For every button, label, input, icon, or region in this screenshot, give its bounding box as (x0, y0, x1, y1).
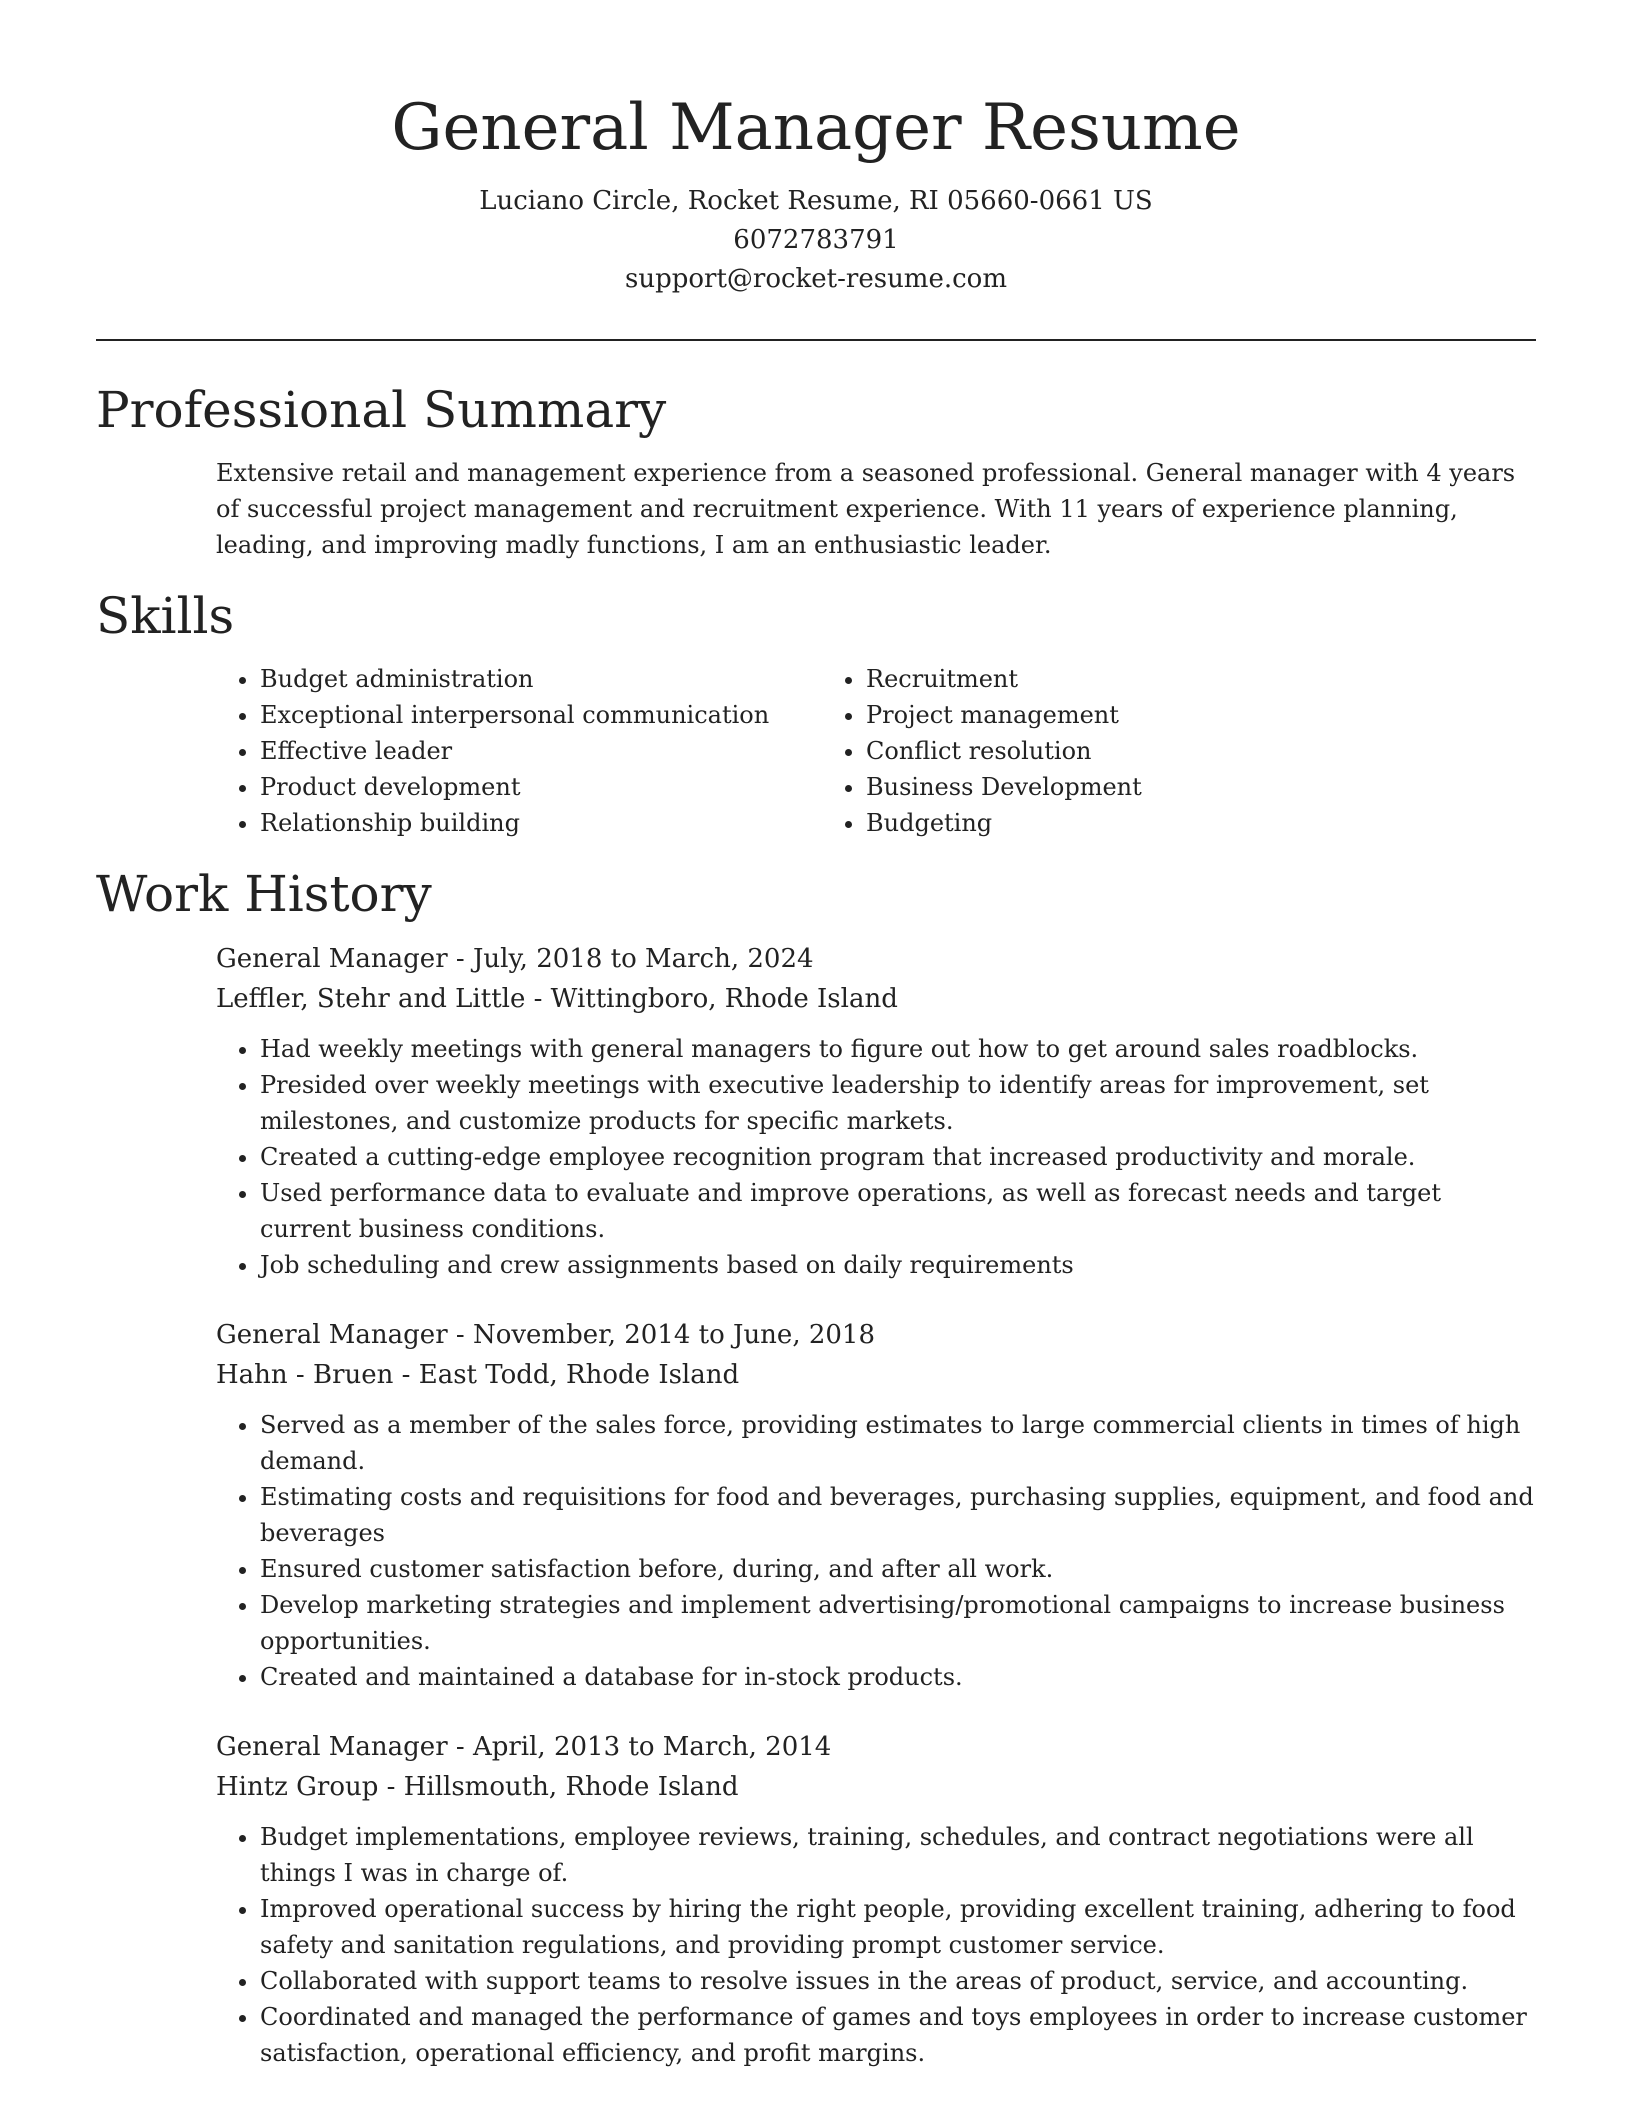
job-location: - Wittingboro, Rhode Island (525, 984, 898, 1014)
job-location: - East Todd, Rhode Island (393, 1360, 740, 1390)
job-title: General Manager (216, 1732, 448, 1762)
header-divider (96, 339, 1536, 341)
job-bullet: • Created and maintained a database for in-stock products. (260, 1659, 1536, 1695)
contact-email: support@rocket-resume.com (624, 264, 1007, 294)
job-bullets (216, 1407, 1536, 1695)
job-dates: - April, 2013 to March, 2014 (447, 1732, 832, 1762)
job-company-line (216, 1767, 1536, 1807)
job-bullet: • Develop marketing strategies and implement advertising/promotional campaigns to increase business opportunities. (260, 1587, 1536, 1659)
job-title-line (216, 939, 1536, 979)
skill-item: • Relationship building (260, 805, 822, 841)
skills-list-right (822, 661, 1428, 841)
job-company-line (216, 979, 1536, 1019)
job-title: General Manager (216, 944, 448, 974)
skills-list-left (216, 661, 822, 841)
job-title-line (216, 1727, 1536, 1767)
job-bullet: • Collaborated with support teams to resolve issues in the areas of product, service, and accounting. (260, 1963, 1536, 1999)
job-bullet: • Served as a member of the sales force, providing estimates to large commercial clients in times of high demand. (260, 1407, 1536, 1479)
job-entry (216, 1727, 1536, 2071)
summary-text: Extensive retail and management experience from a seasoned professional. General manager with 4 years of successful project management and recruitment experience. With 11 years of experience planning, leading, and improving madly functions, I am an enthusiastic leader. (216, 459, 1516, 559)
skill-item: • Business Development (866, 769, 1428, 805)
resume-header (96, 0, 1536, 299)
skills-heading: Skills (96, 587, 235, 645)
job-dates: - November, 2014 to June, 2018 (447, 1320, 876, 1350)
resume-title: General Manager Resume (391, 91, 1241, 165)
job-dates: - July, 2018 to March, 2024 (447, 944, 814, 974)
contact-block (96, 182, 1536, 299)
job-title: General Manager (216, 1320, 448, 1350)
job-bullets (216, 1819, 1536, 2071)
job-company-line (216, 1355, 1536, 1395)
job-bullet: • Used performance data to evaluate and improve operations, as well as forecast needs and target current business conditions. (260, 1175, 1536, 1247)
contact-phone: 6072783791 (733, 225, 899, 255)
skill-item: • Project management (866, 697, 1428, 733)
skill-item: • Effective leader (260, 733, 822, 769)
work-history-heading: Work History (96, 865, 432, 923)
job-bullet: • Had weekly meetings with general managers to figure out how to get around sales roadblocks. (260, 1031, 1536, 1067)
job-entry (216, 939, 1536, 1283)
job-bullet: • Job scheduling and crew assignments based on daily requirements (260, 1247, 1536, 1283)
contact-address: Luciano Circle, Rocket Resume, RI 05660-0661 US (479, 186, 1153, 216)
job-bullets (216, 1031, 1536, 1283)
job-bullet: • Presided over weekly meetings with executive leadership to identify areas for improvement, set milestones, and customize products for specific markets. (260, 1067, 1536, 1139)
job-entry (216, 1315, 1536, 1695)
summary-heading: Professional Summary (96, 381, 667, 439)
job-bullet: • Estimating costs and requisitions for food and beverages, purchasing supplies, equipment, and food and beverages (260, 1479, 1536, 1551)
job-bullet: • Created a cutting-edge employee recognition program that increased productivity and morale. (260, 1139, 1536, 1175)
skill-item: • Budget administration (260, 661, 822, 697)
job-title-line (216, 1315, 1536, 1355)
job-company: Leffler, Stehr and Little (216, 984, 526, 1014)
skill-item: • Product development (260, 769, 822, 805)
skill-item: • Conflict resolution (866, 733, 1428, 769)
job-bullet: • Ensured customer satisfaction before, during, and after all work. (260, 1551, 1536, 1587)
skill-item: • Exceptional interpersonal communication (260, 697, 822, 733)
job-bullet: • Improved operational success by hiring the right people, providing excellent training, adhering to food safety and sanitation regulations, and providing prompt customer service. (260, 1891, 1536, 1963)
skills-columns (216, 661, 1536, 841)
job-bullet: • Budget implementations, employee reviews, training, schedules, and contract negotiations were all things I was in charge of. (260, 1819, 1536, 1891)
skill-item: • Budgeting (866, 805, 1428, 841)
job-location: - Hillsmouth, Rhode Island (378, 1772, 739, 1802)
job-bullet: • Coordinated and managed the performance of games and toys employees in order to increase customer satisfaction, operational efficiency, and profit margins. (260, 1999, 1536, 2071)
skill-item: • Recruitment (866, 661, 1428, 697)
job-company: Hahn - Bruen (216, 1360, 394, 1390)
job-company: Hintz Group (216, 1772, 379, 1802)
